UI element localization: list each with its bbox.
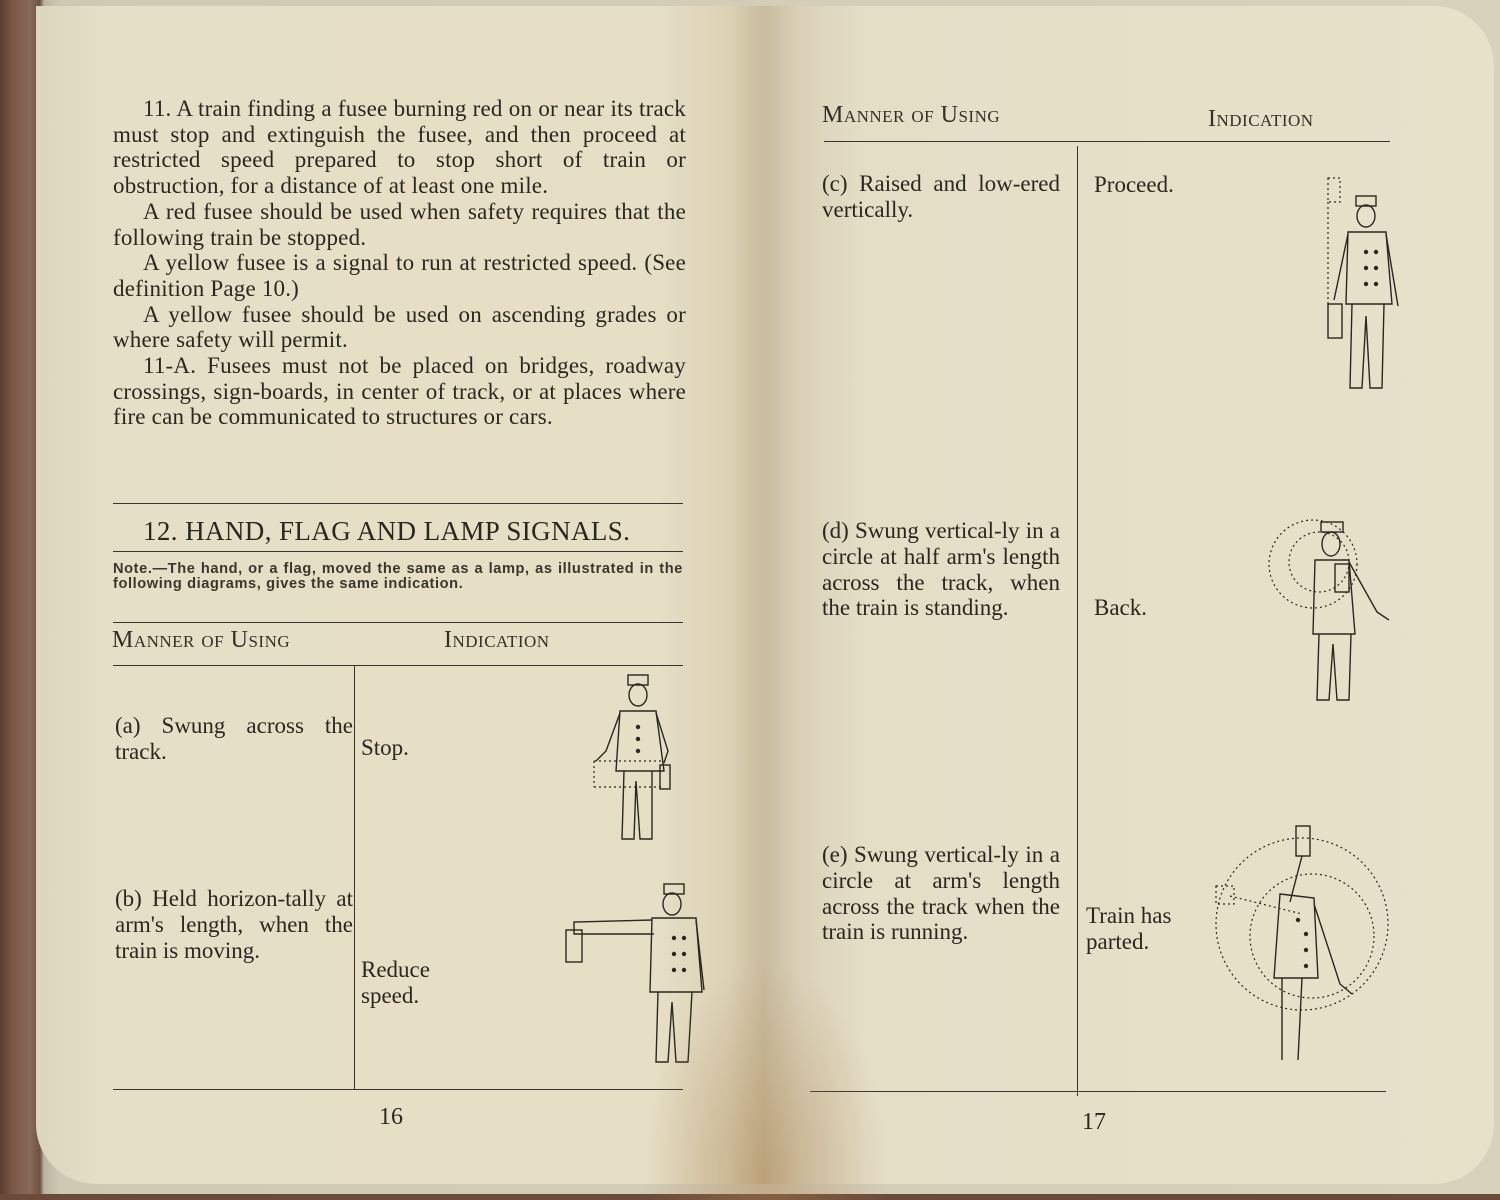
conductor-swinging-lamp-half-circle-icon <box>1269 514 1409 709</box>
left-page <box>36 6 764 1184</box>
entry-d-indication: Back. <box>1094 595 1148 620</box>
conductor-swinging-lamp-across-track-icon <box>576 671 696 851</box>
section-top-rule <box>113 503 683 504</box>
conductor-holding-lamp-horizontally-icon <box>554 878 704 1068</box>
table-header-top-rule <box>113 622 683 623</box>
page-number-left: 16 <box>379 1104 403 1130</box>
entry-c-manner: (c) Raised and low-ered vertically. <box>822 171 1060 222</box>
column-header-manner: Manner of Using <box>112 627 291 653</box>
red-fusee-paragraph: A red fusee should be used when safety requires that the following train be stopped. <box>113 198 686 250</box>
yellow-fusee-usage-paragraph: A yellow fusee should be used on ascending grades or where safety will permit. <box>113 301 686 353</box>
table-column-divider-right <box>1077 146 1078 1096</box>
entry-d-manner: (d) Swung vertical-ly in a circle at half arm's length across the track, when the train is standing. <box>822 518 1060 621</box>
table-column-divider <box>354 665 355 1089</box>
page-number-right: 17 <box>1082 1109 1106 1135</box>
entry-b-manner: (b) Held horizon-tally at arm's length, when the train is moving. <box>115 886 353 963</box>
conductor-swinging-lamp-full-circle-icon <box>1202 824 1392 1074</box>
section-heading: 12. HAND, FLAG AND LAMP SIGNALS. <box>143 516 631 546</box>
right-page <box>764 6 1494 1184</box>
conductor-raising-lowering-lamp-icon <box>1324 176 1404 401</box>
rule-11a-paragraph: 11-A. Fusees must not be placed on bridges, roadway crossings, sign-boards, in center of track, or at places where fire can be communicated to structures or cars. <box>113 353 686 430</box>
entry-b-indication: Reduce speed. <box>361 957 430 1008</box>
column-header-indication: Indication <box>444 627 550 653</box>
entry-e-indication: Train has parted. <box>1086 903 1172 954</box>
entry-a-indication: Stop. <box>361 735 409 760</box>
entry-a-manner: (a) Swung across the track. <box>115 713 353 764</box>
note-text: Note.—The hand, or a flag, moved the same as a lamp, as illustrated in the following diagrams, gives the same indication. <box>113 561 683 592</box>
yellow-fusee-paragraph: A yellow fusee is a signal to run at restricted speed. (See definition Page 10.) <box>113 250 686 301</box>
table-bottom-rule <box>113 1089 683 1090</box>
entry-e-manner: (e) Swung vertical-ly in a circle at arm's length across the track when the train is running. <box>822 842 1060 945</box>
column-header-manner-right: Manner of Using <box>822 102 1001 128</box>
heading-bottom-rule <box>113 551 683 552</box>
column-header-indication-right: Indication <box>1208 106 1314 132</box>
entry-c-indication: Proceed. <box>1094 172 1174 197</box>
table-header-rule-right <box>824 141 1390 142</box>
table-bottom-rule-right <box>810 1091 1386 1092</box>
rule-11-paragraph: 11. A train finding a fusee burning red on or near its track must stop and extinguish the fusee, and then proceed at restricted speed prepared to stop short of train or obstruction, for a distance of at least one mile. <box>113 96 686 199</box>
table-header-bottom-rule <box>113 665 683 666</box>
rule-11-text <box>113 96 686 430</box>
